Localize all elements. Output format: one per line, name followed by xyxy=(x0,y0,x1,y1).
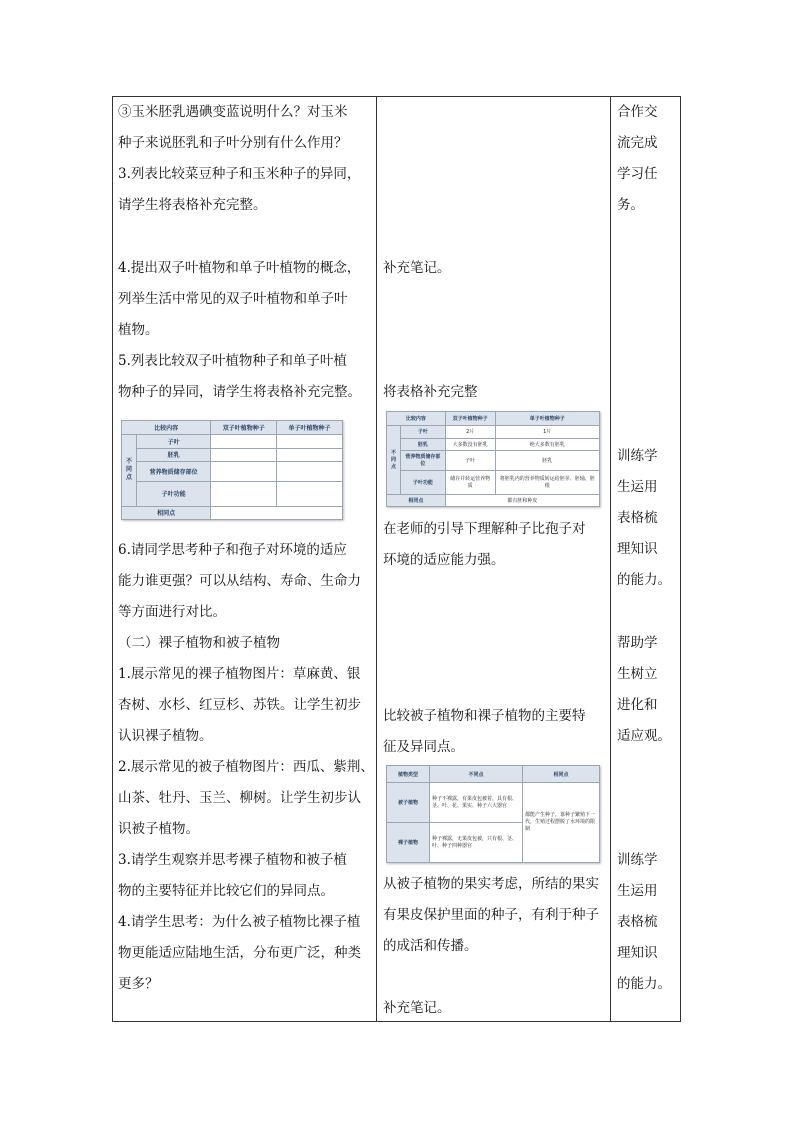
text-line: 6.请同学思考种子和孢子对环境的适应 xyxy=(118,542,347,558)
text-line: 将表格补充完整 xyxy=(383,384,478,400)
text-line: 环境的适应能力强。 xyxy=(383,552,505,568)
table-cell: 将胚乳内的营养物质转运给胚芽、胚轴、胚根 xyxy=(495,470,599,494)
text-line: 4.提出双子叶植物和单子叶植物的概念， xyxy=(118,260,361,276)
row-label: 子叶功能 xyxy=(137,482,211,506)
table-cell: 绝大多数有胚乳 xyxy=(495,438,599,450)
text-line: 山茶、牡丹、玉兰、柳树。让学生初步认 xyxy=(118,790,361,806)
table-cell: 种子不裸露，有果皮包被着，具有根、茎、叶、花、果实、种子六大器官 xyxy=(430,783,523,823)
text-line: 的能力。 xyxy=(617,572,671,588)
text-line: 4.请学生思考：为什么被子植物比裸子植 xyxy=(118,914,361,930)
row-label: 子叶功能 xyxy=(401,470,446,494)
text-line: 识被子植物。 xyxy=(118,821,199,837)
text-line: 补充笔记。 xyxy=(383,260,451,276)
text-line: 征及异同点。 xyxy=(383,739,464,755)
text-line: 3.列表比较菜豆种子和玉米种子的异同， xyxy=(118,166,361,182)
text-line: 5.列表比较双子叶植物种子和单子叶植 xyxy=(118,353,347,369)
text-line: 有果皮保护里面的种子，有利于种子 xyxy=(383,907,599,923)
text-line: 等方面进行对比。 xyxy=(118,604,226,620)
text-line: 认识裸子植物。 xyxy=(118,728,213,744)
plant-comparison-table xyxy=(386,765,600,863)
row-group-label: 不同点 xyxy=(387,426,401,494)
table-cell: 储存并转运营养物质 xyxy=(445,470,495,494)
row-label: 子叶 xyxy=(137,435,211,448)
text-line: 在老师的引导下理解种子比孢子对 xyxy=(383,521,586,537)
text-line: 补充笔记。 xyxy=(383,1000,451,1016)
row-label: 营养物质储存部位 xyxy=(137,461,211,481)
text-line: 表格梳 xyxy=(617,510,658,526)
table-cell: 子叶 xyxy=(445,450,495,470)
table-cell: 大多数没有胚乳 xyxy=(445,438,495,450)
text-line: 物更能适应陆地生活，分布更广泛，种类 xyxy=(118,945,361,961)
text-line: 进化和 xyxy=(617,697,658,713)
row-label: 子叶 xyxy=(401,426,446,438)
text-line: 列举生活中常见的双子叶植物和单子叶 xyxy=(118,291,348,307)
table-header: 比较内容 xyxy=(387,412,446,426)
text-line: 理知识 xyxy=(617,945,658,961)
section-heading: （二）裸子植物和被子植物 xyxy=(118,635,280,651)
text-line: 种子来说胚乳和子叶分别有什么作用？ xyxy=(118,135,348,151)
text-line: 表格梳 xyxy=(617,914,658,930)
seed-comparison-table-filled xyxy=(386,411,600,507)
text-line: 3.请学生观察并思考裸子植物和被子植 xyxy=(118,852,347,868)
table-cell: 2片 xyxy=(445,426,495,438)
column-divider xyxy=(376,96,377,1022)
text-line: 杏树、水杉、红豆杉、苏铁。让学生初步 xyxy=(118,697,361,713)
text-line: 请学生将表格补充完整。 xyxy=(118,197,267,213)
table-header: 相同点 xyxy=(523,766,600,783)
column-divider xyxy=(610,96,611,1022)
row-label: 被子植物 xyxy=(387,783,430,823)
text-line: ③玉米胚乳遇碘变蓝说明什么？对玉米 xyxy=(118,104,348,120)
text-line: 1.展示常见的裸子植物图片：草麻黄、银 xyxy=(118,666,361,682)
table-header: 单子叶植物种子 xyxy=(277,421,343,435)
row-group-label: 不同点 xyxy=(122,435,137,506)
table-cell: 都有胚和种皮 xyxy=(445,494,599,506)
table-cell: 1片 xyxy=(495,426,599,438)
text-line: 学习任 xyxy=(617,166,658,182)
text-line: 2.展示常见的被子植物图片：西瓜、紫荆、 xyxy=(118,759,374,775)
row-label: 相同点 xyxy=(122,506,211,519)
table-header: 双子叶植物种子 xyxy=(445,412,495,426)
table-header: 双子叶植物种子 xyxy=(211,421,277,435)
text-line: 生运用 xyxy=(617,883,658,899)
text-line: 合作交 xyxy=(617,104,658,120)
row-label: 营养物质储存部位 xyxy=(401,450,446,470)
text-line: 的能力。 xyxy=(617,976,671,992)
text-line: 帮助学 xyxy=(617,635,658,651)
text-line: 适应观。 xyxy=(617,728,671,744)
text-line: 物种子的异同，请学生将表格补充完整。 xyxy=(118,384,361,400)
text-line: 更多？ xyxy=(118,976,159,992)
text-line: 从被子植物的果实考虑，所结的果实 xyxy=(383,876,599,892)
text-line: 生树立 xyxy=(617,666,658,682)
table-header: 不同点 xyxy=(430,766,523,783)
text-line: 的成活和传播。 xyxy=(383,938,478,954)
table-cell: 都能产生种子，靠种子繁殖下一代，生殖过程摆脱了水环境的限制 xyxy=(523,783,600,863)
text-line: 物的主要特征并比较它们的异同点。 xyxy=(118,883,334,899)
seed-comparison-table-empty xyxy=(121,420,343,520)
row-label: 裸子植物 xyxy=(387,823,430,863)
table-cell: 胚乳 xyxy=(495,450,599,470)
table-cell: 种子裸露，无果皮包被，只有根、茎、叶、种子四种器官 xyxy=(430,823,523,863)
table-header: 单子叶植物种子 xyxy=(495,412,599,426)
row-label: 相同点 xyxy=(387,494,446,506)
text-line: 比较被子植物和裸子植物的主要特 xyxy=(383,708,586,724)
table-header: 比较内容 xyxy=(122,421,211,435)
table-header: 植物类型 xyxy=(387,766,430,783)
text-line: 理知识 xyxy=(617,541,658,557)
text-line: 训练学 xyxy=(617,852,658,868)
row-label: 胚乳 xyxy=(137,448,211,461)
row-label: 胚乳 xyxy=(401,438,446,450)
text-line: 务。 xyxy=(617,197,644,213)
text-line: 植物。 xyxy=(118,322,159,338)
text-line: 能力谁更强？可以从结构、寿命、生命力 xyxy=(118,573,361,589)
text-line: 生运用 xyxy=(617,479,658,495)
text-line: 流完成 xyxy=(617,135,658,151)
text-line: 训练学 xyxy=(617,448,658,464)
